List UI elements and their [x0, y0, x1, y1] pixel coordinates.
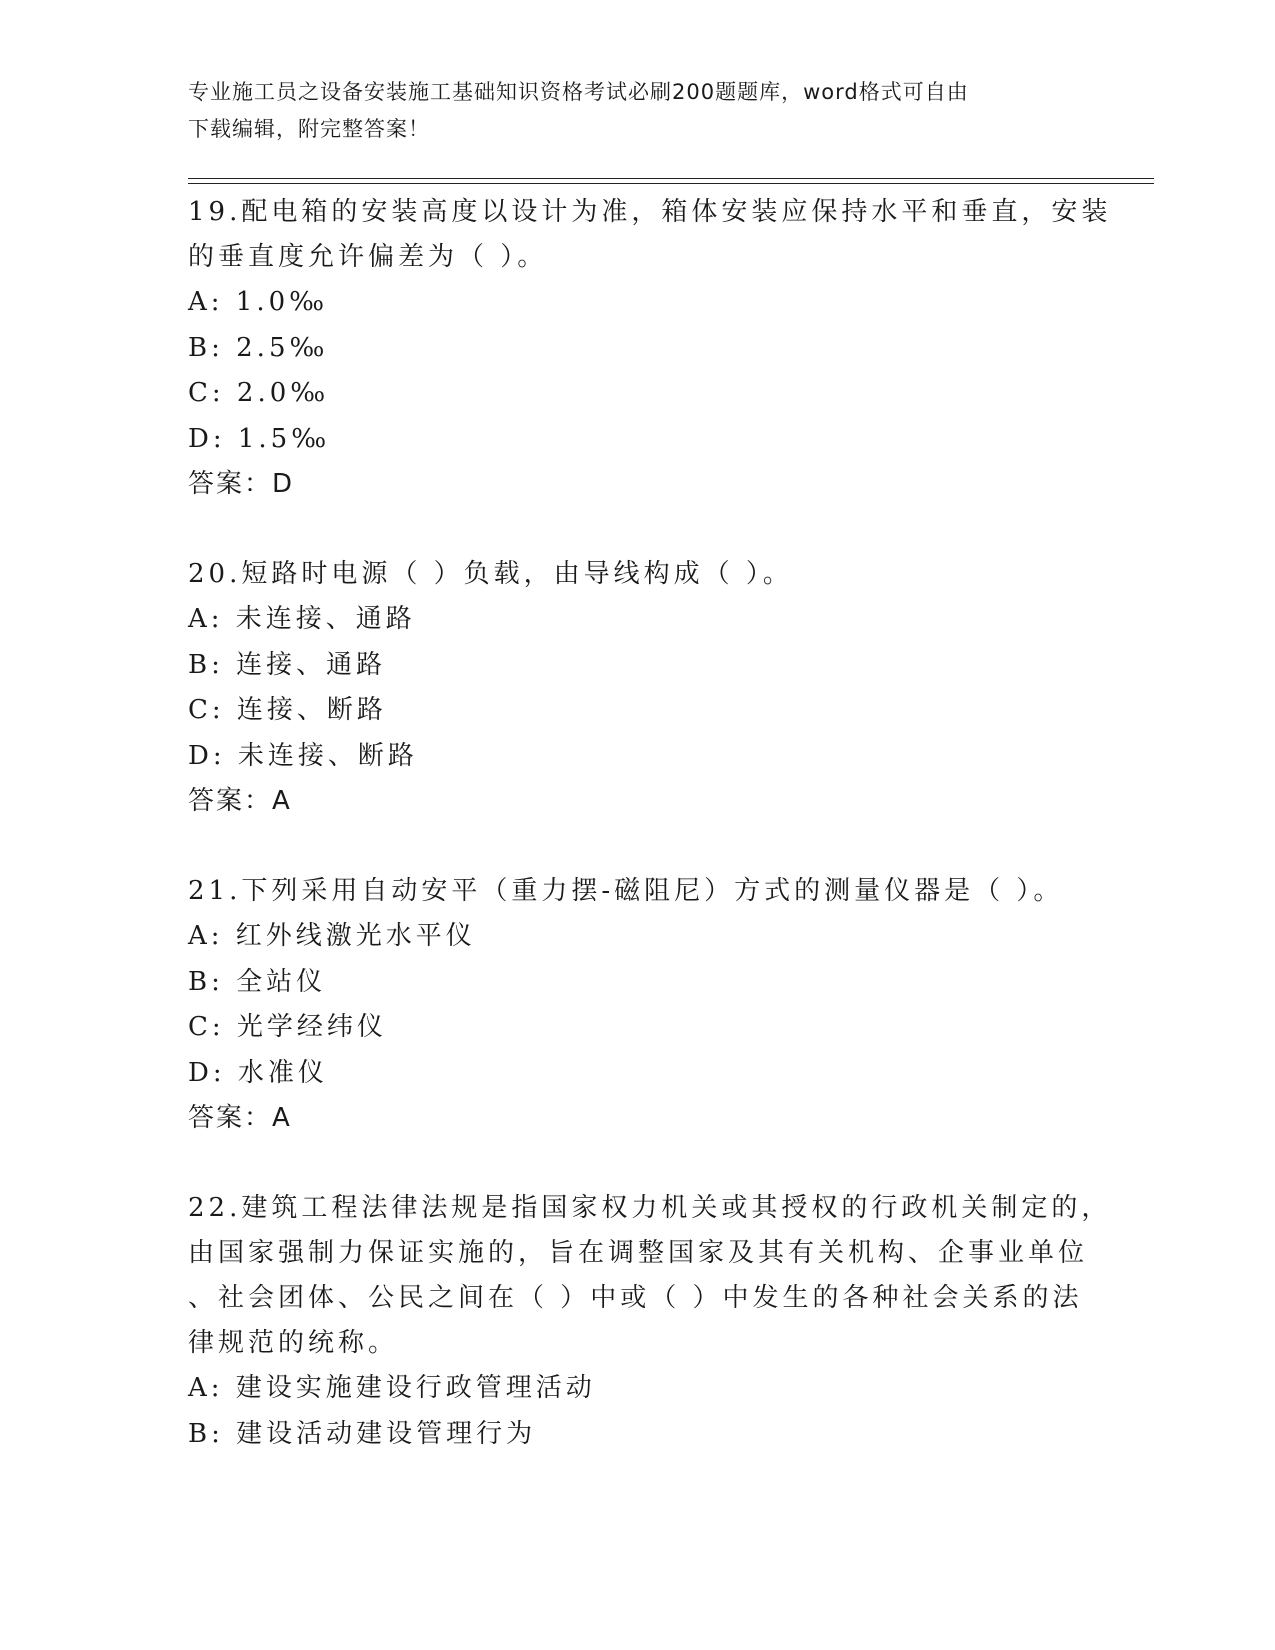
header-line-2: 下载编辑，附完整答案！: [188, 117, 430, 141]
question-stem-line: 由国家强制力保证实施的，旨在调整国家及其有关机构、企事业单位: [188, 1238, 1089, 1268]
question-stem-line: 的垂直度允许偏差为（ ）。: [188, 242, 548, 272]
option-d: D: 水准仪: [188, 1057, 328, 1088]
option-a: A: 建设实施建设行政管理活动: [188, 1373, 596, 1403]
option-a: A: 红外线激光水平仪: [188, 921, 476, 951]
answer: 答案：A: [188, 786, 292, 816]
option-b: B: 建设活动建设管理行为: [188, 1418, 537, 1449]
question-19: [188, 190, 1112, 507]
question-21: [188, 869, 1088, 1141]
spacer: [188, 507, 1088, 552]
question-22: [188, 1186, 1112, 1457]
header-line-1: 专业施工员之设备安装施工基础知识资格考试必刷200题题库，word格式可自由: [188, 80, 969, 104]
option-b: B: 2.5‰: [188, 332, 329, 363]
question-stem-line: 19.配电箱的安装高度以设计为准，箱体安装应保持水平和垂直，安装: [188, 197, 1112, 227]
document-header: [188, 74, 1068, 148]
answer: 答案：D: [188, 469, 295, 499]
option-d: D: 未连接、断路: [188, 740, 418, 771]
question-list: [188, 190, 1112, 1457]
question-stem-line: 22.建筑工程法律法规是指国家权力机关或其授权的行政机关制定的，: [188, 1193, 1112, 1223]
question-stem-line: 、社会团体、公民之间在（ ）中或（ ）中发生的各种社会关系的法: [188, 1283, 1083, 1313]
option-b: B: 全站仪: [188, 966, 327, 997]
header-divider-top: [188, 178, 1154, 179]
question-stem-line: 律规范的统称。: [188, 1328, 399, 1358]
spacer: [188, 824, 1088, 869]
question-stem-line: 21.下列采用自动安平（重力摆-磁阻尼）方式的测量仪器是（ ）。: [188, 876, 1064, 906]
option-a: A: 1.0‰: [188, 287, 329, 317]
option-c: C: 光学经纬仪: [188, 1012, 387, 1042]
option-a: A: 未连接、通路: [188, 604, 416, 634]
option-d: D: 1.5‰: [188, 423, 331, 454]
header-divider-bottom: [188, 183, 1154, 184]
answer: 答案：A: [188, 1103, 292, 1133]
option-c: C: 2.0‰: [188, 378, 330, 408]
spacer: [188, 1141, 1088, 1186]
option-c: C: 连接、断路: [188, 695, 387, 725]
question-stem-line: 20.短路时电源（ ）负载，由导线构成（ ）。: [188, 559, 793, 589]
question-20: [188, 552, 1088, 824]
option-b: B: 连接、通路: [188, 649, 387, 680]
